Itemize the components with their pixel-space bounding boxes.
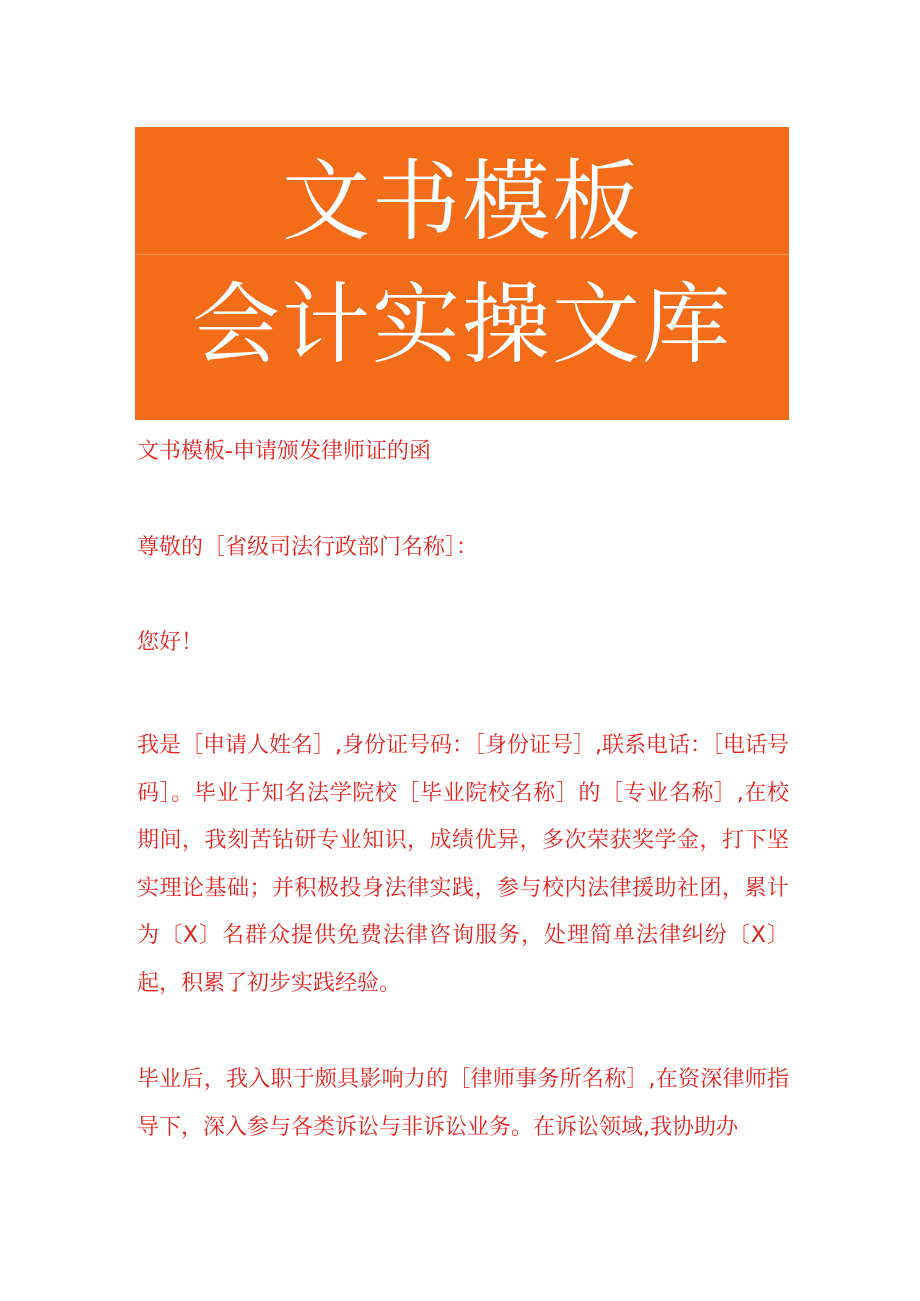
- document-title: 文书模板-申请颁发律师证的函: [137, 439, 431, 464]
- salutation: 尊敬的［省级司法行政部门名称］：: [137, 535, 479, 560]
- body-paragraph-1: [137, 722, 789, 1007]
- paragraph-text: 我是［申请人姓名］,身份证号码：［身份证号］,联系电话：［电话号码］。毕业于知名法学院校［毕业院校名称］的［专业名称］,在校期间，我刻苦钻研专业知识，成绩优异，多次荣获奖学金，打下坚实理论基础；并积极投身法律实践，参与校内法律援助社团，累计为〔X〕名群众提供免费法律咨询服务，处理简单法律纠纷〔X〕起，积累了初步实践经验。: [137, 733, 789, 996]
- greeting: 您好！: [137, 630, 204, 655]
- body-paragraph-2: [137, 1056, 789, 1151]
- banner-subtitle: 会计实操文库: [191, 273, 732, 376]
- banner-title: 文书模板: [281, 150, 642, 253]
- banner-divider: [135, 254, 789, 255]
- header-banner: [135, 127, 789, 420]
- paragraph-text: 毕业后，我入职于颇具影响力的［律师事务所名称］,在资深律师指导下，深入参与各类诉讼与非诉讼业务。在诉讼领域,我协助办: [137, 1067, 789, 1140]
